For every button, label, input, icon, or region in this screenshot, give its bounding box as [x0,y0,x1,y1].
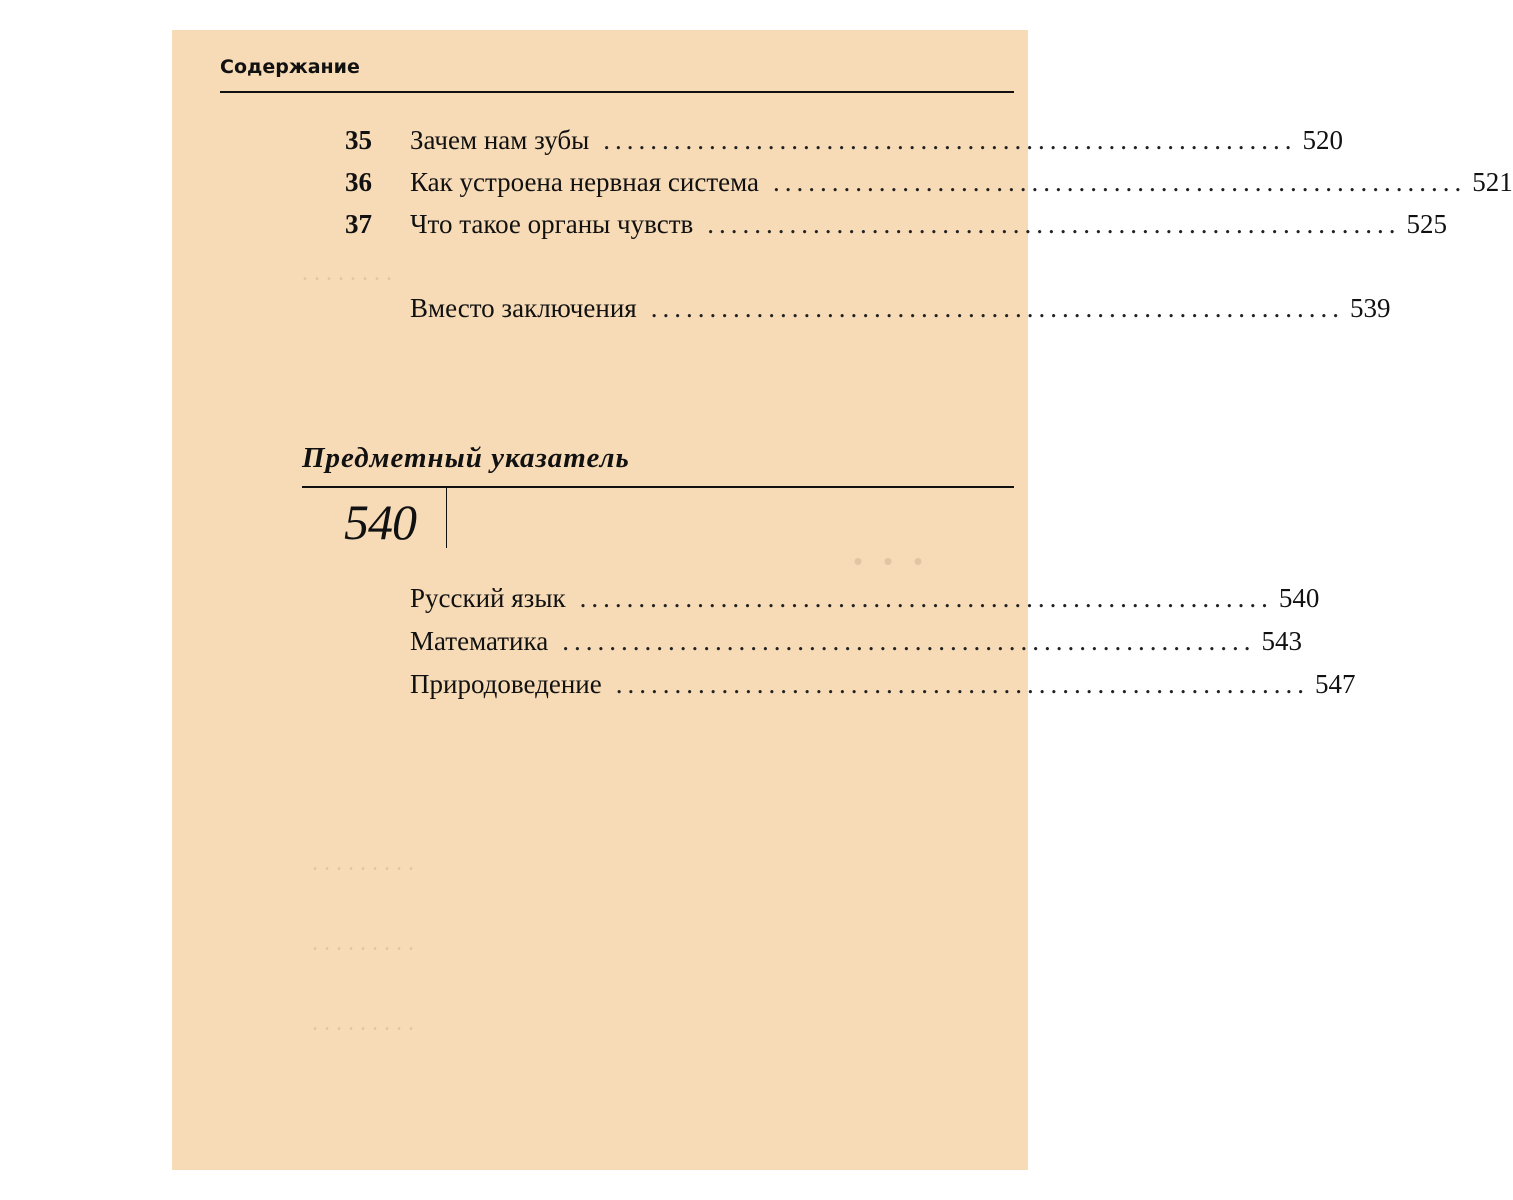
toc-entry-title: Зачем нам зубы [410,125,590,155]
toc-entry-title: Что такое органы чувств [410,209,694,239]
toc-entry-title: Вместо заключения [410,293,637,323]
toc-entry-title: Как устроена нервная система [410,167,759,197]
show-through-text: . . . . . . . . . [312,1010,414,1036]
leader-dots: ........................................................... [615,669,1309,699]
book-page [172,30,1513,1170]
leader-dots: ........................................................... [579,583,1273,613]
toc-entry-title: Природоведение [410,669,602,699]
show-through-text: . . . . . . . . . [312,930,414,956]
toc-entry [172,125,1343,165]
toc-entry-number: 37 [345,209,372,239]
leader-dots: ........................................................... [707,209,1401,239]
toc-entry-number: 35 [345,125,372,155]
toc-entry-page: 547 [1314,669,1356,699]
toc-entry-page: 543 [1261,626,1302,656]
toc-entry [172,293,1391,333]
toc-entry-title: Русский язык [410,583,566,613]
running-header-title: Содержание [220,56,360,78]
toc-entry-page: 521 [1472,167,1513,197]
toc-entry [172,209,1448,249]
section-page-number: 540 [344,494,416,550]
toc-entry [172,583,1320,623]
leader-dots: ........................................................... [772,167,1467,197]
header-rule [220,91,1014,93]
show-through-text: . . . . . . . . . [312,850,414,876]
toc-entry-title: Математика [410,626,549,656]
toc-entry-page: 520 [1302,125,1343,155]
toc-entry-page: 540 [1278,583,1320,613]
leader-dots: ........................................................... [562,626,1256,656]
toc-entry-page: 539 [1349,293,1391,323]
toc-entry-number: 36 [345,167,372,197]
show-through-text: . . . . . . . . [302,260,392,286]
show-through-text: . . . [852,511,927,577]
section-heading: Предметный указатель [302,442,630,474]
leader-dots: ........................................................... [603,125,1297,155]
toc-entry [172,167,1513,207]
leader-dots: ........................................................... [650,293,1344,323]
toc-entry-page: 525 [1406,209,1448,239]
toc-entry [172,626,1302,666]
toc-entry [172,669,1356,709]
